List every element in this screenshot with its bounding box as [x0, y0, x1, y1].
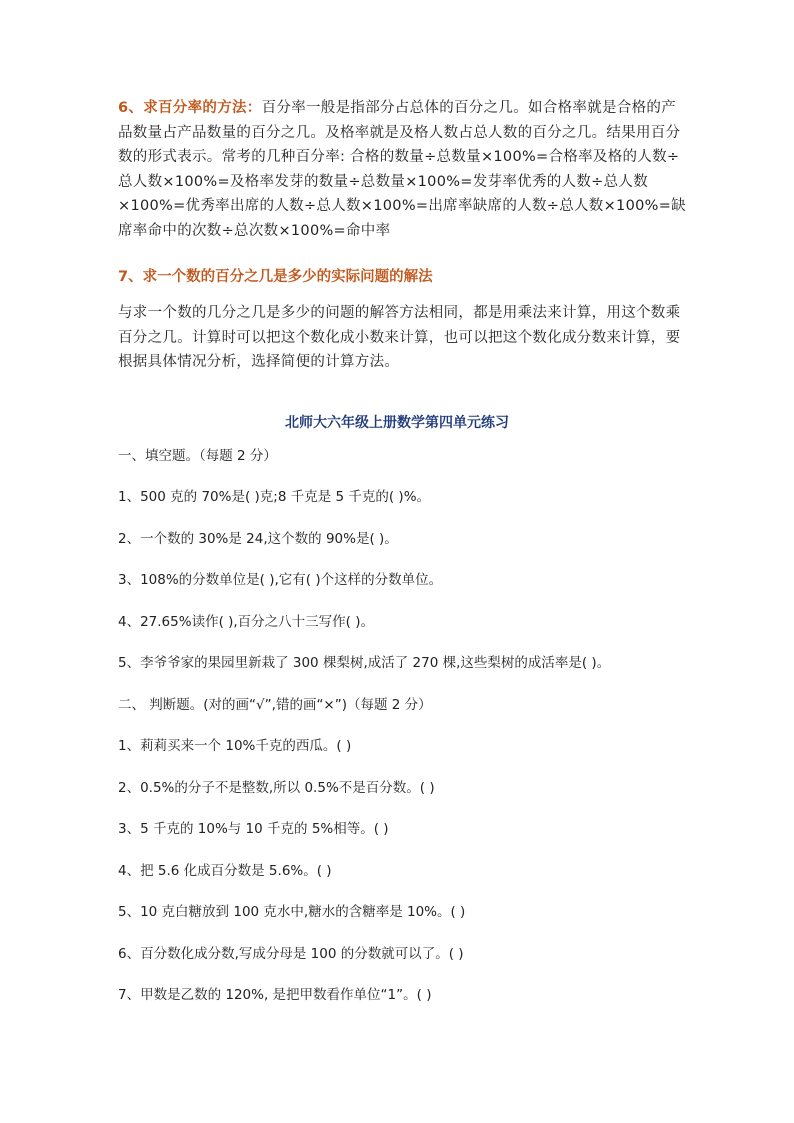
judge-question-4: 4、把 5.6 化成百分数是 5.6%。( )	[118, 863, 332, 879]
fill-question-3: 3、108%的分数单位是( ),它有( )个这样的分数单位。	[118, 572, 443, 588]
part2-heading: 二、 判断题。(对的画“√”,错的画“×”)（每题 2 分）	[118, 697, 432, 713]
fill-question-5: 5、李爷爷家的果园里新栽了 300 棵梨树,成活了 270 棵,这些梨树的成活率是( )。	[118, 655, 611, 671]
judge-question-3: 3、5 千克的 10%与 10 千克的 5%相等。( )	[118, 821, 389, 837]
judge-question-6: 6、百分数化成分数,写成分母是 100 的分数就可以了。( )	[118, 946, 464, 962]
section-6-text: 百分率一般是指部分占总体的百分之几。如合格率就是合格的产品数量占产品数量的百分之几。及格率就是及格人数占总人数的百分之几。结果用百分数的形式表示。常考的几种百分率: 合格的数量÷总数量×100%=合格率及格的人数÷总人数×100%=及格率发芽的数量÷总数量×100%=发芽率优秀的人数÷总人数×100%=优秀率出席的人数÷总人数×100%=出席率缺席的人数÷总人数×100%=缺席率命中的次数÷总次数×100%=命中率	[118, 100, 686, 239]
section-6-heading: 6、求百分率的方法：	[118, 100, 262, 116]
judge-question-5: 5、10 克白糖放到 100 克水中,糖水的含糖率是 10%。( )	[118, 904, 466, 920]
section-6-paragraph	[118, 96, 688, 243]
judge-question-2: 2、0.5%的分子不是整数,所以 0.5%不是百分数。( )	[118, 780, 435, 796]
fill-question-4: 4、27.65%读作( ),百分之八十三写作( )。	[118, 614, 375, 630]
judge-question-7: 7、甲数是乙数的 120%, 是把甲数看作单位“1”。( )	[118, 987, 432, 1003]
fill-question-1: 1、500 克的 70%是( )克;8 千克是 5 千克的( )%。	[118, 489, 431, 505]
part1-heading: 一、填空题。（每题 2 分）	[118, 448, 277, 464]
fill-question-2: 2、一个数的 30%是 24,这个数的 90%是( )。	[118, 531, 398, 547]
section-7-paragraph: 与求一个数的几分之几是多少的问题的解答方法相同，都是用乘法来计算，用这个数乘百分之几。计算时可以把这个数化成小数来计算，也可以把这个数化成分数来计算，要根据具体情况分析，选择简便的计算方法。	[118, 305, 681, 370]
exercise-title: 北师大六年级上册数学第四单元练习	[285, 415, 509, 431]
judge-question-1: 1、莉莉买来一个 10%千克的西瓜。( )	[118, 738, 352, 754]
section-7-heading: 7、求一个数的百分之几是多少的实际问题的解法	[118, 269, 433, 285]
